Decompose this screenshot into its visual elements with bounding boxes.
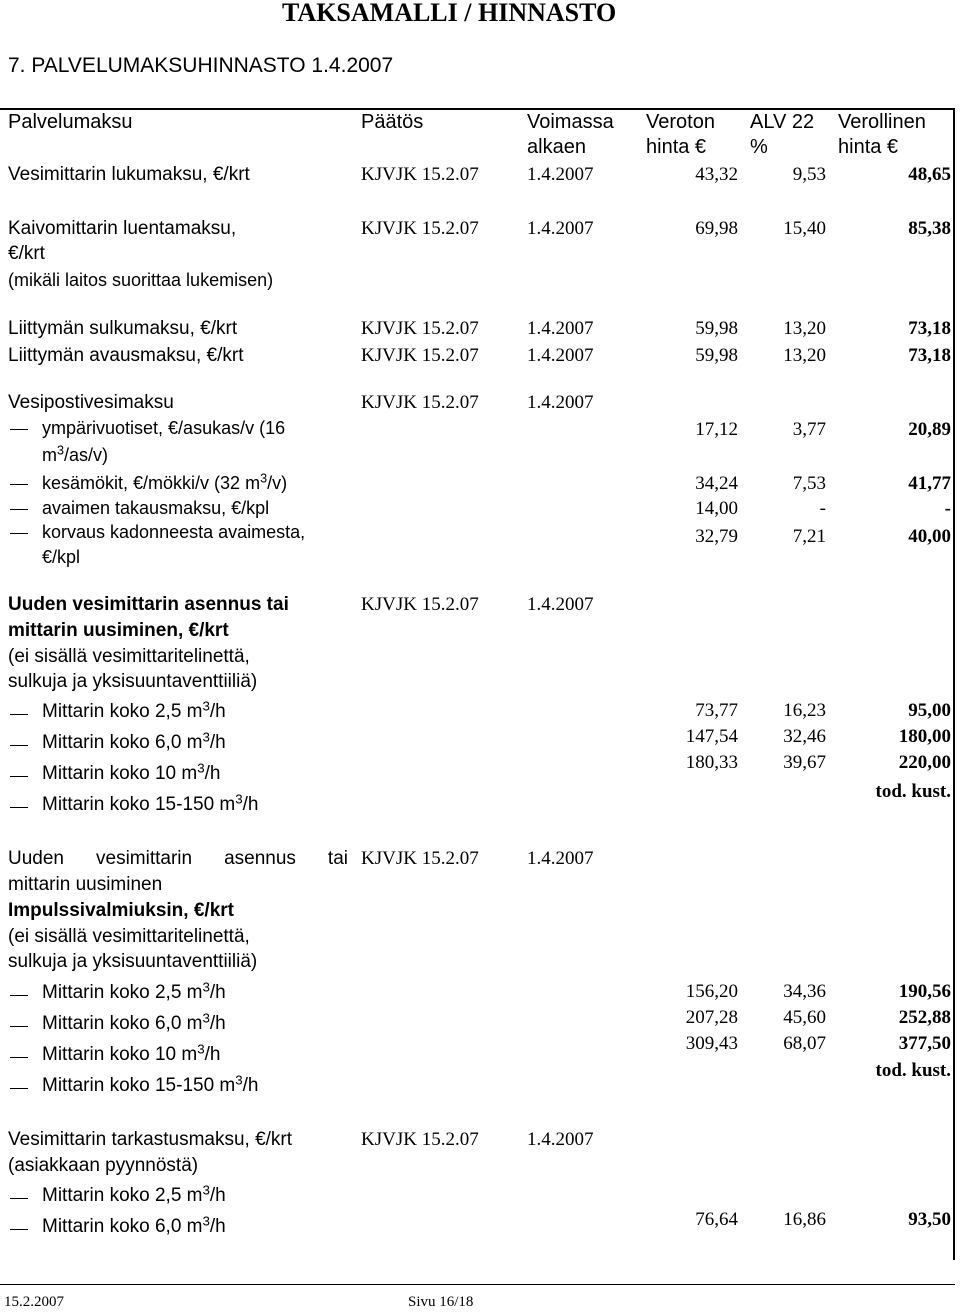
valid-from: 1.4.2007: [527, 318, 594, 339]
gross-price: 20,89: [908, 419, 951, 440]
net-price: 14,00: [695, 498, 738, 519]
document-title: TAKSAMALLI / HINNASTO: [282, 0, 617, 27]
vat-amount: 7,21: [792, 526, 826, 547]
decision: KJVJK 15.2.07: [361, 392, 479, 413]
dash-bullet: [10, 1057, 28, 1058]
item-label: Mittarin koko 2,5 $m^3/h$: [42, 979, 226, 1003]
valid-from: 1.4.2007: [527, 392, 594, 413]
net-price: 73,77: [695, 700, 738, 721]
vat-amount: 45,60: [783, 1007, 826, 1028]
service-name: Vesimittarin lukumaksu, €/krt: [8, 164, 250, 185]
decision: KJVJK 15.2.07: [361, 594, 479, 615]
dash-bullet: [10, 533, 28, 534]
net-price: 309,43: [685, 1033, 738, 1054]
dash-bullet: [10, 1088, 28, 1089]
decision: KJVJK 15.2.07: [361, 318, 479, 339]
vat-amount: 32,46: [783, 726, 826, 747]
valid-from: 1.4.2007: [527, 594, 594, 615]
item-label: Mittarin koko 6,0 $m^3/h$: [42, 1010, 226, 1034]
item-label: Mittarin koko 2,5 $m^3/h$: [42, 698, 226, 722]
net-price: 180,33: [685, 752, 738, 773]
net-price: 43,32: [695, 164, 738, 185]
gross-price: 95,00: [908, 700, 951, 721]
item-label: kesämökit, €/mökki/v (32 $m^3/v$): [42, 471, 288, 493]
column-header-net-1: Veroton: [646, 111, 715, 133]
dash-bullet: [10, 1198, 28, 1199]
item-label: Mittarin koko 15-150 $m^3/h$: [42, 791, 259, 815]
section-title: Vesipostivesimaksu: [8, 392, 174, 413]
item-label: ympärivuotiset, €/asukas/v (16: [42, 418, 286, 438]
section-title: Vesimittarin tarkastusmaksu, €/krt: [8, 1129, 293, 1150]
section-title-cont: mittarin uusiminen: [8, 874, 163, 895]
net-price: 76,64: [695, 1209, 738, 1230]
section-title: Uuden vesimittarin asennus tai: [8, 594, 289, 615]
section-title: Uuden vesimittarin asennus tai: [8, 848, 348, 869]
net-price: 69,98: [695, 218, 738, 239]
gross-price: 190,56: [898, 981, 951, 1002]
gross-price: 41,77: [908, 473, 951, 494]
valid-from: 1.4.2007: [527, 848, 594, 869]
gross-price: tod. kust.: [875, 781, 951, 802]
net-price: 156,20: [685, 981, 738, 1002]
decision: KJVJK 15.2.07: [361, 164, 479, 185]
decision: KJVJK 15.2.07: [361, 848, 479, 869]
gross-price: 93,50: [908, 1209, 951, 1230]
dash-bullet: [10, 509, 28, 510]
dash-bullet: [10, 1229, 28, 1230]
net-price: 34,24: [695, 473, 738, 494]
dash-bullet: [10, 714, 28, 715]
item-label: Mittarin koko 15-150 $m^3/h$: [42, 1072, 259, 1096]
column-header-decision: Päätös: [361, 111, 424, 133]
gross-price: 377,50: [898, 1033, 951, 1054]
column-header-vat-1: ALV 22: [750, 111, 815, 133]
gross-price: 73,18: [908, 345, 951, 366]
net-price: 32,79: [695, 526, 738, 547]
decision: KJVJK 15.2.07: [361, 218, 479, 239]
table-right-border: [953, 110, 955, 1260]
decision: KJVJK 15.2.07: [361, 345, 479, 366]
valid-from: 1.4.2007: [527, 218, 594, 239]
valid-from: 1.4.2007: [527, 1129, 594, 1150]
item-label: Mittarin koko 10 $m^3/h$: [42, 1041, 221, 1065]
decision: KJVJK 15.2.07: [361, 1129, 479, 1150]
valid-from: 1.4.2007: [527, 164, 594, 185]
gross-price: 220,00: [898, 752, 951, 773]
section-title: 7. PALVELUMAKSUHINNASTO 1.4.2007: [8, 54, 394, 77]
column-header-net-2: hinta €: [646, 136, 707, 158]
net-price: 207,28: [685, 1007, 738, 1028]
gross-price: tod. kust.: [875, 1060, 951, 1081]
service-name: Liittymän sulkumaksu, €/krt: [8, 318, 238, 339]
gross-price: -: [944, 498, 951, 519]
dash-bullet: [10, 1026, 28, 1027]
gross-price: 40,00: [908, 526, 951, 547]
column-header-valid-from-1: Voimassa: [527, 111, 614, 133]
column-header-service: Palvelumaksu: [8, 111, 133, 133]
net-price: 147,54: [685, 726, 738, 747]
section-note: (asiakkaan pyynnöstä): [8, 1155, 199, 1176]
item-label: Mittarin koko 10 $m^3/h$: [42, 760, 221, 784]
valid-from: 1.4.2007: [527, 345, 594, 366]
vat-amount: 16,23: [783, 700, 826, 721]
item-label: Mittarin koko 6,0 $m^3/h$: [42, 1213, 226, 1237]
vat-amount: 9,53: [792, 164, 826, 185]
column-header-valid-from-2: alkaen: [527, 136, 586, 158]
dash-bullet: [10, 776, 28, 777]
item-label: Mittarin koko 6,0 $m^3/h$: [42, 729, 226, 753]
vat-amount: 68,07: [783, 1033, 826, 1054]
service-name: Kaivomittarin luentamaksu,: [8, 218, 237, 239]
footer-divider: [0, 1284, 955, 1285]
footer-page-number: Sivu 16/18: [408, 1294, 474, 1310]
dash-bullet: [10, 745, 28, 746]
service-note: (mikäli laitos suorittaa lukemisen): [8, 270, 274, 290]
item-label-cont: $m^3/as/v$): [42, 443, 109, 465]
section-note: (ei sisällä vesimittaritelinettä,: [8, 926, 250, 947]
service-name-cont: €/krt: [8, 243, 45, 264]
vat-amount: -: [819, 498, 826, 519]
section-title-cont: mittarin uusiminen, €/krt: [8, 620, 229, 641]
gross-price: 73,18: [908, 318, 951, 339]
footer-date: 15.2.2007: [4, 1294, 64, 1310]
item-label-cont: €/kpl: [42, 547, 81, 567]
column-header-gross-1: Verollinen: [838, 111, 926, 133]
vat-amount: 7,53: [792, 473, 826, 494]
section-title-bold: Impulssivalmiuksin, €/krt: [8, 900, 234, 921]
gross-price: 252,88: [898, 1007, 951, 1028]
vat-amount: 3,77: [792, 419, 826, 440]
vat-amount: 13,20: [783, 318, 826, 339]
section-note-cont: sulkuja ja yksisuuntaventtiiliä): [8, 671, 258, 692]
net-price: 17,12: [695, 419, 738, 440]
net-price: 59,98: [695, 345, 738, 366]
net-price: 59,98: [695, 318, 738, 339]
column-header-vat-2: %: [750, 136, 768, 158]
gross-price: 48,65: [908, 164, 951, 185]
item-label: Mittarin koko 2,5 $m^3/h$: [42, 1182, 226, 1206]
dash-bullet: [10, 429, 28, 430]
service-name: Liittymän avausmaksu, €/krt: [8, 345, 244, 366]
section-note-cont: sulkuja ja yksisuuntaventtiiliä): [8, 951, 258, 972]
item-label: avaimen takausmaksu, €/kpl: [42, 498, 270, 518]
vat-amount: 34,36: [783, 981, 826, 1002]
dash-bullet: [10, 995, 28, 996]
item-label: korvaus kadonneesta avaimesta,: [42, 522, 306, 542]
section-note: (ei sisällä vesimittaritelinettä,: [8, 646, 250, 667]
gross-price: 180,00: [898, 726, 951, 747]
dash-bullet: [10, 807, 28, 808]
gross-price: 85,38: [908, 218, 951, 239]
vat-amount: 16,86: [783, 1209, 826, 1230]
column-header-gross-2: hinta €: [838, 136, 899, 158]
vat-amount: 15,40: [783, 218, 826, 239]
dash-bullet: [10, 484, 28, 485]
vat-amount: 13,20: [783, 345, 826, 366]
vat-amount: 39,67: [783, 752, 826, 773]
